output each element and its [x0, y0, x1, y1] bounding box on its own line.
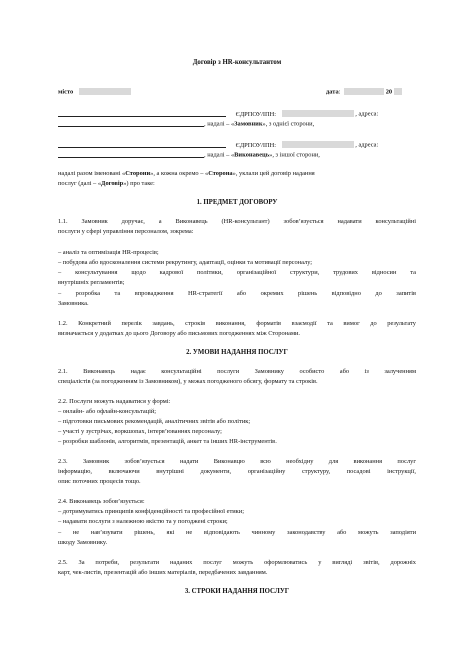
document-title: Договір з HR-консультантом [192, 59, 282, 66]
party1-address-field[interactable] [58, 119, 204, 127]
list-item: – не нав’язувати рішень, які не відповідають чинному законодавству або можуть заподіяти [58, 529, 416, 536]
date-year: 20 [385, 88, 393, 96]
party2-row2: , надалі – «Виконавець», з іншої сторони, [58, 150, 320, 160]
section-heading-3: 3. СТРОКИ НАДАННЯ ПОСЛУГ [184, 588, 290, 595]
party1-row2: , надалі – «Замовник», з однієї сторони, [58, 119, 314, 129]
party2-code-field[interactable] [282, 141, 354, 148]
party2-role: Виконавець [234, 151, 270, 159]
date-label: дата [326, 88, 339, 96]
list-item: – аналіз та оптимізація HR-процесів; [58, 249, 159, 256]
list-item: – підготовки письмових рекомендацій, аналітичних звітів або політик; [58, 418, 251, 425]
list-item: – дотримуватись принципів конфіденційності та професійної етики; [58, 508, 244, 515]
clause-2-2-intro: 2.2. Послуги можуть надаватися у формі: [58, 398, 171, 405]
date-row: дата: 20 [326, 88, 402, 97]
list-item: – консультування щодо кадрової політики, організаційної структури, трудових відносин та [58, 269, 416, 276]
list-item-cont: шкоду Замовнику. [58, 539, 108, 546]
clause-2-3-line-2: інформацію, включаючи внутрішні документи, організаційну структуру, посадові інструкції, [58, 468, 416, 475]
clause-2-4-intro: 2.4. Виконавець зобов’язується: [58, 498, 145, 505]
party2-code-label: ЄДРПОУ/ІПН: [235, 141, 277, 149]
clause-1-2-line-1: 1.2. Конкретний перелік завдань, строків виконання, форматів взаємодії та вимог до результату [58, 320, 416, 327]
party2-addr-label: , адреса: [355, 141, 379, 149]
intro-line-1: надалі разом іменовані «Сторони», а кожна окремо – «Сторона», уклали цей договір надання [58, 170, 315, 177]
party2-row1 [58, 140, 378, 150]
list-item-cont: внутрішніх регламентів; [58, 279, 125, 286]
list-item: – розробка та впровадження HR-стратегії або окремих рішень відповідно до запитів [58, 290, 416, 297]
place-row [58, 88, 131, 97]
date-year-field[interactable] [394, 88, 402, 95]
list-item: – участі у зустрічах, воркшопах, інтерв’юваннях персоналу; [58, 428, 222, 435]
section-heading-2: 2. УМОВИ НАДАННЯ ПОСЛУГ [186, 349, 288, 356]
list-item-cont: Замовника. [58, 300, 89, 307]
list-item: – надавати послуги з належною якістю та у погоджені строки; [58, 518, 228, 525]
place-label: місто [58, 88, 74, 96]
party1-name-field[interactable] [58, 109, 226, 117]
clause-2-5-line-1: 2.5. За потреби, результати наданих послуг можуть оформлюватись у вигляді звітів, дорожніх [58, 559, 416, 566]
party1-code-label: ЄДРПОУ/ІПН: [235, 110, 277, 118]
list-item: – побудова або вдосконалення системи рекрутингу, адаптації, оцінки та мотивації персоналу; [58, 259, 313, 266]
place-field[interactable] [79, 88, 131, 95]
clause-1-2-line-2: визначається у додатках до цього Договору або письмових погодженнях між Сторонами. [58, 330, 301, 337]
clause-2-5-line-2: карт, чек-листів, презентацій або інших матеріалів, передбачених завданням. [58, 569, 268, 576]
clause-2-3-line-1: 2.3. Замовник зобов’язується надати Виконавцю всю необхідну для виконання послуг [58, 458, 416, 465]
intro-line-2: послуг (далі – «Договір») про таке: [58, 180, 155, 187]
party1-role: Замовник [234, 120, 263, 128]
party1-row1 [58, 109, 378, 119]
date-field[interactable] [344, 88, 384, 95]
party2-address-field[interactable] [58, 150, 204, 158]
list-item: – онлайн- або офлайн-консультацій; [58, 408, 157, 415]
clause-2-1-line-2: спеціалістів (за погодженням із Замовником), у межах погодженого обсягу, формату та строків. [58, 378, 318, 385]
list-item: – розробки шаблонів, алгоритмів, презентацій, анкет та інших HR-інструментів. [58, 438, 277, 445]
party2-name-field[interactable] [58, 140, 226, 148]
section-heading-1: 1. ПРЕДМЕТ ДОГОВОРУ [196, 199, 278, 206]
clause-2-1-line-1: 2.1. Виконавець надає консультаційні послуги Замовнику особисто або із залученням [58, 368, 416, 375]
clause-1-1-line-2: послуги у сфері управління персоналом, зокрема: [58, 228, 194, 235]
clause-2-3-line-3: опис поточних процесів тощо. [58, 478, 141, 485]
party1-code-field[interactable] [282, 110, 354, 117]
clause-1-1-line-1: 1.1. Замовник доручає, а Виконавець (HR-консультант) зобов’язується надавати консультаційні [58, 218, 416, 225]
party1-addr-label: , адреса: [355, 110, 379, 118]
